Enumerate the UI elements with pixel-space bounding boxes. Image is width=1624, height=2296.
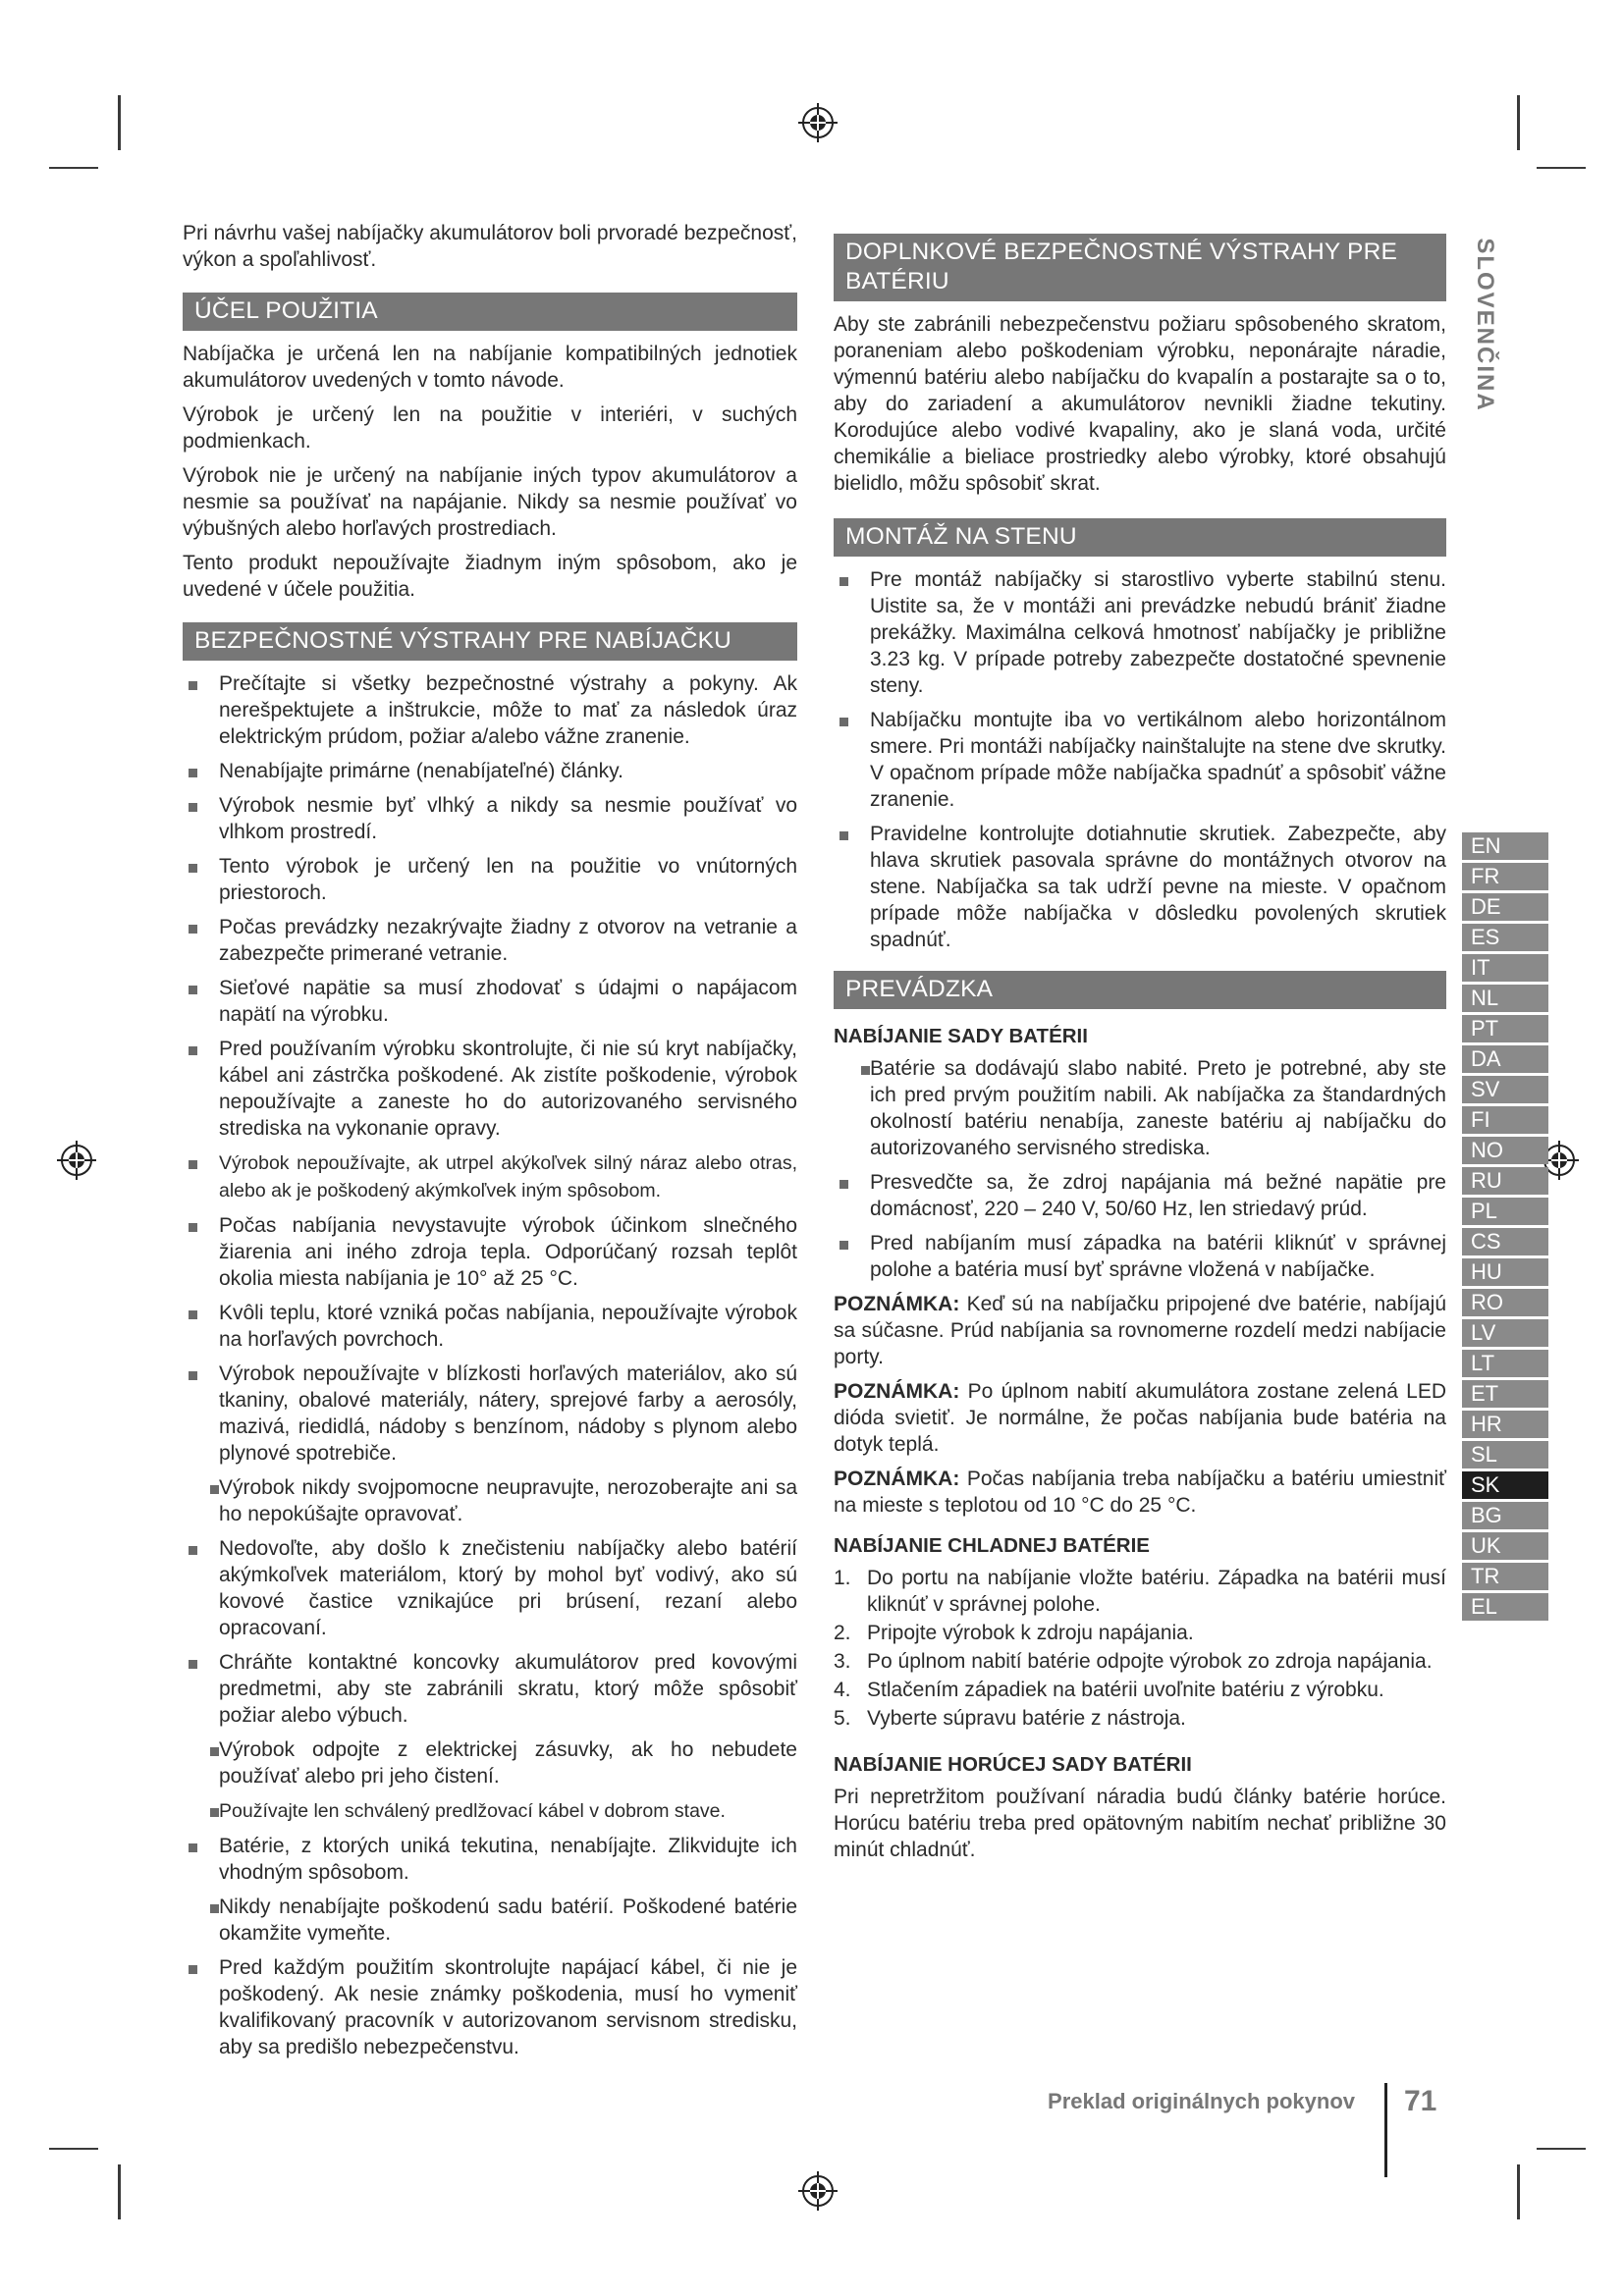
- step-number: 5.: [834, 1707, 851, 1730]
- language-tab-lt[interactable]: LT: [1462, 1350, 1548, 1377]
- subheading-sada: NABÍJANIE SADY BATÉRII: [834, 1025, 1088, 1047]
- list-item: [183, 1535, 797, 1641]
- language-tab-tr[interactable]: TR: [1462, 1563, 1548, 1590]
- note-text: Keď sú na nabíjačku pripojené dve batérie, nabíjajú sa súčasne. Prúd nabíjania sa rovnomerne rozdelí medzi nabíjacie porty.: [834, 1293, 1447, 1368]
- horuca-paragraph: Pri nepretržitom používaní náradia budú články batérie horúce. Horúcu batériu treba pred opätovným nabitím nechať približne 30 minút chladnúť.: [834, 1786, 1446, 1861]
- list-item: [183, 1149, 797, 1204]
- list-item-text: Pred používaním výrobku skontrolujte, či nie sú kryt nabíjačky, kábel ani zástrčka poškodené. Ak zistíte poškodenie, výrobok nepoužívajte a zaneste ho do autorizovaného servisného strediska na vykonanie opravy.: [219, 1038, 797, 1140]
- list-item-text: Počas prevádzky nezakrývajte žiadny z otvorov na vetranie a zabezpečte primerané vetranie.: [219, 916, 797, 965]
- step-item: [834, 1620, 1446, 1646]
- language-tab-nl[interactable]: NL: [1462, 985, 1548, 1012]
- step-number: 2.: [834, 1622, 851, 1644]
- page-footer: [1011, 2083, 1437, 2122]
- note: [834, 1291, 1446, 1370]
- bullet-square-icon: [189, 1310, 197, 1319]
- note: [834, 1378, 1446, 1458]
- ucel-paragraph: Výrobok nie je určený na nabíjanie iných typov akumulátorov a nesmie sa používať na napájanie. Nikdy sa nesmie používať vo výbušných alebo horľavých prostrediach.: [183, 464, 797, 540]
- list-item: [183, 1474, 797, 1527]
- section-heading-vystrahy: BEZPEČNOSTNÉ VÝSTRAHY PRE NABÍJAČKU: [183, 622, 797, 661]
- list-item: [183, 1894, 797, 1947]
- list-item: [834, 1230, 1446, 1283]
- crop-mark: [1517, 2164, 1520, 2219]
- language-tab-el[interactable]: EL: [1462, 1593, 1548, 1621]
- list-item-text: Nabíjačku montujte iba vo vertikálnom alebo horizontálnom smere. Pri montáži nabíjačky nainštalujte na stene dve skrutky. V opačnom prípade môže nabíjačka spadnúť a spôsobiť vážne zranenie.: [870, 709, 1446, 811]
- bullet-square-icon: [839, 1241, 848, 1250]
- language-tab-bg[interactable]: BG: [1462, 1502, 1548, 1529]
- list-item: [183, 1833, 797, 1886]
- list-item-text: Výrobok nesmie byť vlhký a nikdy sa nesmie používať vo vlhkom prostredí.: [219, 794, 797, 843]
- list-item-text: Tento výrobok je určený len na použitie vo vnútorných priestoroch.: [219, 855, 797, 904]
- step-number: 1.: [834, 1567, 851, 1589]
- bullet-square-icon: [210, 1904, 219, 1913]
- bullet-square-icon: [189, 1546, 197, 1555]
- registration-mark-icon: [796, 101, 839, 144]
- montaz-list: [834, 566, 1446, 953]
- bullet-square-icon: [839, 1180, 848, 1189]
- subheading-chladna: NABÍJANIE CHLADNEJ BATÉRIE: [834, 1534, 1150, 1557]
- footer-label: Preklad originálnych pokynov: [1048, 2089, 1355, 2113]
- list-item-text: Pre montáž nabíjačky si starostlivo vyberte stabilnú stenu. Uistite sa, že v montáži ani prevádzke nebudú brániť žiadne prekážky. Maximálna celková hmotnosť nabíjačky je približne 3.23 kg. V prípade potreby zabezpečte dostatočné spevnenie steny.: [870, 568, 1446, 697]
- page-number: 71: [1404, 2085, 1437, 2117]
- bullet-square-icon: [839, 577, 848, 586]
- step-number: 4.: [834, 1679, 851, 1701]
- right-column: [834, 234, 1446, 1871]
- note-label: POZNÁMKA:: [834, 1293, 960, 1315]
- language-tab-fr[interactable]: FR: [1462, 863, 1548, 890]
- language-tab-et[interactable]: ET: [1462, 1380, 1548, 1408]
- list-item: [183, 975, 797, 1028]
- bullet-square-icon: [189, 803, 197, 812]
- list-item-text: Počas nabíjania nevystavujte výrobok účinkom slnečného žiarenia ani iného zdroja tepla. Odporúčaný rozsah teplôt okolia miesta nabíjania je 10° až 25 °C.: [219, 1214, 797, 1290]
- list-item: [183, 1736, 797, 1789]
- list-item: [183, 1212, 797, 1292]
- crop-mark: [1537, 2148, 1586, 2150]
- intro-text: Pri návrhu vašej nabíjačky akumulátorov boli prvoradé bezpečnosť, výkon a spoľahlivosť.: [183, 222, 797, 271]
- step-item: [834, 1565, 1446, 1618]
- bullet-square-icon: [839, 831, 848, 840]
- language-tab-no[interactable]: NO: [1462, 1137, 1548, 1164]
- step-item: [834, 1677, 1446, 1703]
- section-heading-ucel: ÚČEL POUŽITIA: [183, 293, 797, 331]
- bullet-square-icon: [210, 1808, 219, 1817]
- list-item: [834, 566, 1446, 699]
- language-tab-de[interactable]: DE: [1462, 893, 1548, 921]
- note-text: Počas nabíjania treba nabíjačku a batériu umiestniť na mieste s teplotou od 10 °C do 25 °C.: [834, 1468, 1446, 1517]
- step-item: [834, 1705, 1446, 1732]
- bullet-square-icon: [189, 681, 197, 690]
- list-item-text: Nikdy nenabíjajte poškodenú sadu batérií. Poškodené batérie okamžite vymeňte.: [219, 1896, 797, 1945]
- bullet-square-icon: [189, 1046, 197, 1055]
- language-tab-fi[interactable]: FI: [1462, 1106, 1548, 1134]
- section-heading-doplnkove: DOPLNKOVÉ BEZPEČNOSTNÉ VÝSTRAHY PRE BATÉRIU: [834, 234, 1446, 301]
- list-item: [183, 1797, 797, 1825]
- language-tab-en[interactable]: EN: [1462, 832, 1548, 860]
- list-item-text: Pred nabíjaním musí západka na batérii kliknúť v správnej polohe a batéria musí byť správne vložená v nabíjačke.: [870, 1232, 1446, 1281]
- bullet-square-icon: [189, 1660, 197, 1669]
- list-item: [183, 914, 797, 967]
- list-item: [183, 792, 797, 845]
- language-tabs: [1462, 832, 1548, 1624]
- bullet-square-icon: [189, 1843, 197, 1852]
- bullet-square-icon: [189, 1160, 197, 1169]
- bullet-square-icon: [189, 986, 197, 994]
- language-tab-da[interactable]: DA: [1462, 1045, 1548, 1073]
- bullet-square-icon: [189, 1223, 197, 1232]
- sada-list: [834, 1055, 1446, 1283]
- bullet-square-icon: [189, 925, 197, 934]
- section-heading-prevadzka: PREVÁDZKA: [834, 971, 1446, 1009]
- list-item: [183, 1300, 797, 1353]
- step-text: Stlačením západiek na batérii uvoľnite batériu z výrobku.: [867, 1679, 1384, 1701]
- list-item: [183, 1649, 797, 1729]
- list-item-text: Používajte len schválený predlžovací kábel v dobrom stave.: [219, 1800, 726, 1822]
- registration-mark-icon: [796, 2169, 839, 2213]
- step-item: [834, 1648, 1446, 1675]
- list-item-text: Nedovoľte, aby došlo k znečisteniu nabíjačky alebo batérií akýmkoľvek materiálom, ktorý by mohol byť vodivý, ako sú kovové častice vznikajúce pri brúsení, rezaní alebo opracovaní.: [219, 1537, 797, 1639]
- list-item: [183, 670, 797, 750]
- ucel-paragraph: Nabíjačka je určená len na nabíjanie kompatibilných jednotiek akumulátorov uvedených v tomto návode.: [183, 343, 797, 392]
- list-item: [834, 1169, 1446, 1222]
- bullet-square-icon: [189, 864, 197, 873]
- list-item: [183, 1954, 797, 2060]
- list-item-text: Výrobok nepoužívajte v blízkosti horľavých materiálov, ako sú tkaniny, obalové materiály, nátery, sprejové farby a aerosóly, mazivá, riedidlá, nádoby s benzínom, nádoby s plynom alebo plynové spotrebiče.: [219, 1362, 797, 1465]
- crop-mark: [49, 2148, 98, 2150]
- bullet-square-icon: [210, 1485, 219, 1494]
- language-tab-cs[interactable]: CS: [1462, 1228, 1548, 1255]
- step-text: Pripojte výrobok k zdroju napájania.: [867, 1622, 1194, 1644]
- language-tab-uk[interactable]: UK: [1462, 1532, 1548, 1560]
- list-item-text: Presvedčte sa, že zdroj napájania má bežné napätie pre domácnosť, 220 – 240 V, 50/60 Hz, len striedavý prúd.: [870, 1171, 1446, 1220]
- language-tab-lv[interactable]: LV: [1462, 1319, 1548, 1347]
- list-item-text: Batérie, z ktorých uniká tekutina, nenabíjajte. Zlikvidujte ich vhodným spôsobom.: [219, 1835, 797, 1884]
- bullet-square-icon: [189, 1965, 197, 1974]
- crop-mark: [1537, 167, 1586, 169]
- registration-mark-icon: [55, 1139, 98, 1182]
- doplnkove-paragraph: Aby ste zabránili nebezpečenstvu požiaru spôsobeného skratom, poraneniam alebo poškodeniam výrobku, neponárajte náradie, výmennú batériu alebo nabíjačku do kvapalín a postarajte sa o to, aby do zariadení a akumulátorov nevnikli žiadne tekutiny. Korodujúce alebo vodivé kvapaliny, ako je slaná voda, určité chemikálie a bieliace prostriedky alebo výrobky, ktoré obsahujú bielidlo, môžu spôsobiť skrat.: [834, 313, 1446, 495]
- language-tab-sk[interactable]: SK: [1462, 1471, 1548, 1499]
- crop-mark: [118, 2164, 121, 2219]
- bullet-square-icon: [210, 1747, 219, 1756]
- chladna-steps: [834, 1565, 1446, 1732]
- list-item-text: Batérie sa dodávajú slabo nabité. Preto je potrebné, aby ste ich pred prvým použitím nabili. Ak nabíjačka za štandardných okolností batériu nenabíja, zaneste batériu aj nabíjačku do autorizovaného servisného strediska.: [870, 1057, 1446, 1159]
- bullet-square-icon: [189, 769, 197, 777]
- list-item-text: Sieťové napätie sa musí zhodovať s údajmi o napájacom napätí na výrobku.: [219, 977, 797, 1026]
- note-label: POZNÁMKA:: [834, 1380, 960, 1403]
- language-tab-pl[interactable]: PL: [1462, 1198, 1548, 1225]
- vystrahy-list: [183, 670, 797, 2060]
- ucel-paragraph: Výrobok je určený len na použitie v interiéri, v suchých podmienkach.: [183, 403, 797, 453]
- language-tab-sv[interactable]: SV: [1462, 1076, 1548, 1103]
- crop-mark: [118, 95, 121, 150]
- note: [834, 1466, 1446, 1519]
- list-item: [834, 1055, 1446, 1161]
- step-text: Po úplnom nabití batérie odpojte výrobok zo zdroja napájania.: [867, 1650, 1433, 1673]
- list-item-text: Prečítajte si všetky bezpečnostné výstrahy a pokyny. Ak nerešpektujete a inštrukcie, môže to mať za následok úraz elektrickým prúdom, požiar a/alebo vážne zranenie.: [219, 672, 797, 748]
- language-tab-sl[interactable]: SL: [1462, 1441, 1548, 1468]
- crop-mark: [1517, 95, 1520, 150]
- list-item-text: Výrobok odpojte z elektrickej zásuvky, ak ho nebudete používať alebo pri jeho čistení.: [219, 1738, 797, 1788]
- list-item-text: Chráňte kontaktné koncovky akumulátorov pred kovovými predmetmi, aby ste zabránili skratu, ktorý môže spôsobiť požiar alebo výbuch.: [219, 1651, 797, 1727]
- list-item: [834, 707, 1446, 813]
- side-language-label: [1465, 232, 1504, 418]
- language-tab-hr[interactable]: HR: [1462, 1411, 1548, 1438]
- bullet-square-icon: [861, 1066, 870, 1075]
- list-item-text: Kvôli teplu, ktoré vzniká počas nabíjania, nepoužívajte výrobok na horľavých povrchoch.: [219, 1302, 797, 1351]
- list-item-text: Výrobok nepoužívajte, ak utrpel akýkoľvek silný náraz alebo otras, alebo ak je poškodený akýmkoľvek iným spôsobom.: [219, 1152, 797, 1201]
- bullet-square-icon: [189, 1371, 197, 1380]
- note-label: POZNÁMKA:: [834, 1468, 960, 1490]
- step-text: Vyberte súpravu batérie z nástroja.: [867, 1707, 1186, 1730]
- list-item-text: Výrobok nikdy svojpomocne neupravujte, nerozoberajte ani sa ho nepokúšajte opravovať.: [219, 1476, 797, 1525]
- section-heading-montaz: MONTÁŽ NA STENU: [834, 518, 1446, 557]
- list-item: [183, 758, 797, 784]
- list-item: [183, 1036, 797, 1142]
- list-item: [834, 821, 1446, 953]
- left-column: [183, 220, 797, 2068]
- language-tab-es[interactable]: ES: [1462, 924, 1548, 951]
- language-tab-ru[interactable]: RU: [1462, 1167, 1548, 1195]
- list-item-text: Pred každým použitím skontrolujte napájací kábel, či nie je poškodený. Ak nesie známky poškodenia, musí ho vymeniť kvalifikovaný pracovník v autorizovanom servisnom stredisku, aby sa predišlo nebezpečenstvu.: [219, 1956, 797, 2058]
- crop-mark: [49, 167, 98, 169]
- step-number: 3.: [834, 1650, 851, 1673]
- step-text: Do portu na nabíjanie vložte batériu. Západka na batérii musí kliknúť v správnej polohe.: [867, 1567, 1446, 1616]
- language-tab-hu[interactable]: HU: [1462, 1258, 1548, 1286]
- list-item-text: Pravidelne kontrolujte dotiahnutie skrutiek. Zabezpečte, aby hlava skrutiek pasovala správne do montážnych otvorov na stene. Nabíjačka sa tak udrží pevne na mieste. V opačnom prípade môže nabíjačka v dôsledku povolených skrutiek spadnúť.: [870, 823, 1446, 951]
- language-tab-ro[interactable]: RO: [1462, 1289, 1548, 1316]
- note-text: Po úplnom nabití akumulátora zostane zelená LED dióda svietiť. Je normálne, že počas nabíjania bude batéria na dotyk teplá.: [834, 1380, 1446, 1456]
- list-item: [183, 1361, 797, 1467]
- side-language-text: SLOVENČINA: [1472, 238, 1498, 412]
- language-tab-pt[interactable]: PT: [1462, 1015, 1548, 1042]
- ucel-paragraph: Tento produkt nepoužívajte žiadnym iným spôsobom, ako je uvedené v účele použitia.: [183, 552, 797, 601]
- list-item-text: Nenabíjajte primárne (nenabíjateľné) články.: [219, 760, 623, 782]
- bullet-square-icon: [839, 718, 848, 726]
- subheading-horuca: NABÍJANIE HORÚCEJ SADY BATÉRII: [834, 1753, 1192, 1776]
- list-item: [183, 853, 797, 906]
- footer-divider: [1384, 2083, 1387, 2177]
- language-tab-it[interactable]: IT: [1462, 954, 1548, 982]
